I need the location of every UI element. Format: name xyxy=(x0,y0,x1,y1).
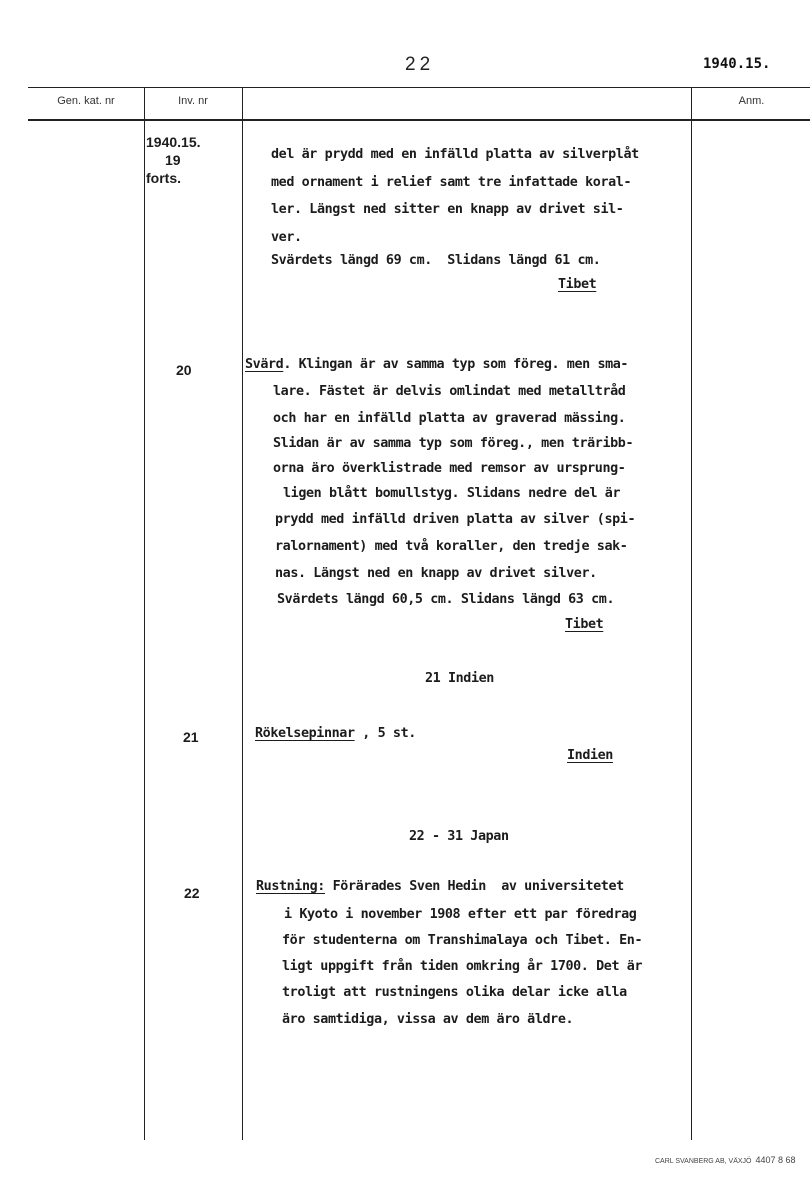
entry-20-line-8: ralornament) med två koraller, den tredje sak- xyxy=(275,539,628,554)
entry-19-origin: Tibet xyxy=(558,277,597,292)
header-top-rule xyxy=(28,87,810,88)
entry-20-origin: Tibet xyxy=(565,617,604,632)
column-header-anm: Anm. xyxy=(738,95,765,107)
entry-22-line-3: för studenterna om Transhimalaya och Tibet. En- xyxy=(282,933,643,948)
page-number: 22 xyxy=(405,54,435,75)
entry-20-line-5: orna äro överklistrade med remsor av ursprung- xyxy=(273,461,626,476)
entry-19-line-1: del är prydd med en infälld platta av silverplåt xyxy=(271,147,639,162)
entry-22-line-2: i Kyoto i november 1908 efter ett par föredrag xyxy=(284,907,637,922)
entry-22-line-6: äro samtidiga, vissa av dem äro äldre. xyxy=(282,1012,574,1027)
column-header-inv: Inv. nr xyxy=(178,95,208,107)
entry-21-title: Rökelsepinnar xyxy=(255,726,355,741)
page-reference: 1940.15. xyxy=(703,56,771,72)
entry-22-line-5: troligt att rustningens olika delar icke alla xyxy=(282,985,627,1000)
printer-name: CARL SVANBERG AB, VÄXJÖ xyxy=(655,1158,752,1165)
printer-imprint xyxy=(655,1155,796,1165)
inv-number-19-prefix: 1940.15. xyxy=(146,134,201,150)
column-divider-2 xyxy=(242,88,243,1140)
entry-22-title: Rustning: xyxy=(256,879,325,894)
entry-21-rest: , 5 st. xyxy=(354,726,416,741)
entry-19-line-2: med ornament i relief samt tre infattade koral- xyxy=(271,175,632,190)
column-divider-1 xyxy=(144,88,145,1140)
form-code: 4407 8 68 xyxy=(755,1155,796,1165)
entry-19-line-4: ver. xyxy=(271,230,302,245)
entry-20-line-4: Slidan är av samma typ som föreg., men träribb- xyxy=(273,436,634,451)
entry-20-line-3: och har en infälld platta av graverad mässing. xyxy=(273,411,626,426)
inv-number-19: 19 xyxy=(165,152,181,168)
entry-20-line-6: ligen blått bomullstyg. Slidans nedre del är xyxy=(283,486,621,501)
entry-20-first-line xyxy=(245,357,628,372)
inv-number-21: 21 xyxy=(183,729,199,745)
column-divider-3 xyxy=(691,88,692,1140)
entry-19-line-3: ler. Längst ned sitter en knapp av drivet sil- xyxy=(271,202,624,217)
entry-20-line-9: nas. Längst ned en knapp av drivet silver. xyxy=(275,566,597,581)
header-bottom-rule xyxy=(28,119,810,121)
section-heading-india: 21 Indien xyxy=(425,671,494,686)
inv-continued: forts. xyxy=(146,170,181,186)
section-heading-japan: 22 - 31 Japan xyxy=(409,829,509,844)
inv-number-22: 22 xyxy=(184,885,200,901)
entry-22-first-line xyxy=(256,879,624,894)
inv-number-20: 20 xyxy=(176,362,192,378)
entry-22-line-4: ligt uppgift från tiden omkring år 1700. Det är xyxy=(282,959,643,974)
entry-21-line xyxy=(255,726,416,741)
entry-20-line-7: prydd med infälld driven platta av silver (spi- xyxy=(275,512,636,527)
entry-22-first-rest: Förärades Sven Hedin av universitetet xyxy=(324,879,624,894)
entry-21-origin: Indien xyxy=(567,748,613,763)
entry-20-line-2: lare. Fästet är delvis omlindat med metalltråd xyxy=(273,384,626,399)
entry-19-line-5: Svärdets längd 69 cm. Slidans längd 61 cm. xyxy=(271,253,601,268)
entry-20-line-1: . Klingan är av samma typ som föreg. men sma- xyxy=(283,357,629,372)
entry-20-line-10: Svärdets längd 60,5 cm. Slidans längd 63 cm. xyxy=(277,592,615,607)
entry-20-title: Svärd xyxy=(245,357,284,372)
column-header-gen-kat: Gen. kat. nr xyxy=(57,95,115,107)
